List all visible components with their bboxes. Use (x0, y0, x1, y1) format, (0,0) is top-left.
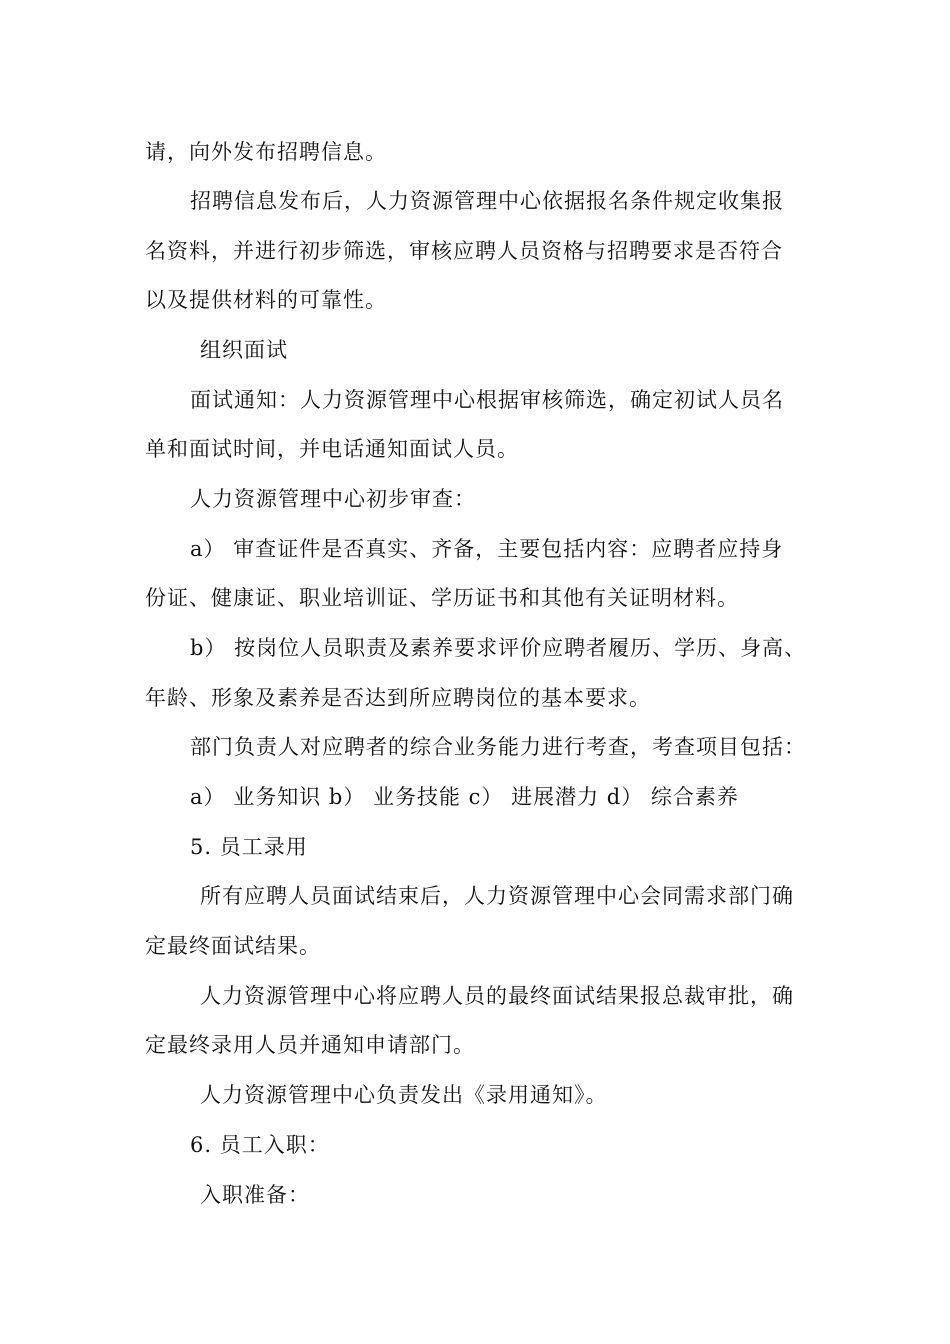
paragraph-line: 单和面试时间，并电话通知面试人员。 (145, 437, 519, 461)
paragraph-line: 面试通知：人力资源管理中心根据审核筛选，确定初试人员名 (190, 388, 784, 412)
list-item: b） 按岗位人员职责及素养要求评价应聘者履历、学历、身高、 (190, 636, 807, 660)
paragraph-line: 名资料，并进行初步筛选，审核应聘人员资格与招聘要求是否符合 (145, 239, 783, 263)
paragraph-line: 所有应聘人员面试结束后，人力资源管理中心会同需求部门确 (200, 884, 794, 908)
paragraph-line: 入职准备： (200, 1183, 310, 1207)
list-item: a） 审查证件是否真实、齐备，主要包括内容：应聘者应持身 (190, 537, 784, 561)
paragraph-line: 人力资源管理中心初步审查： (190, 487, 476, 511)
paragraph-line: 份证、健康证、职业培训证、学历证书和其他有关证明材料。 (145, 586, 739, 610)
section-heading: 5. 员工录用 (190, 835, 308, 859)
paragraph-line: 部门负责人对应聘者的综合业务能力进行考查，考查项目包括： (190, 735, 806, 759)
list-item: a） 业务知识 b） 业务技能 c） 进展潜力 d） 综合素养 (190, 785, 739, 809)
section-heading: 组织面试 (200, 338, 288, 362)
paragraph-line: 招聘信息发布后，人力资源管理中心依据报名条件规定收集报 (190, 189, 784, 213)
paragraph-line: 年龄、形象及素养是否达到所应聘岗位的基本要求。 (145, 686, 651, 710)
section-heading: 6. 员工入职： (190, 1133, 330, 1157)
paragraph-line: 定最终面试结果。 (145, 934, 321, 958)
paragraph-line: 人力资源管理中心负责发出《录用通知》。 (200, 1083, 608, 1107)
paragraph-line: 定最终录用人员并通知申请部门。 (145, 1033, 475, 1057)
paragraph-line: 以及提供材料的可靠性。 (145, 288, 387, 312)
paragraph-line: 人力资源管理中心将应聘人员的最终面试结果报总裁审批，确 (200, 984, 794, 1008)
paragraph-line: 请，向外发布招聘信息。 (145, 140, 387, 164)
